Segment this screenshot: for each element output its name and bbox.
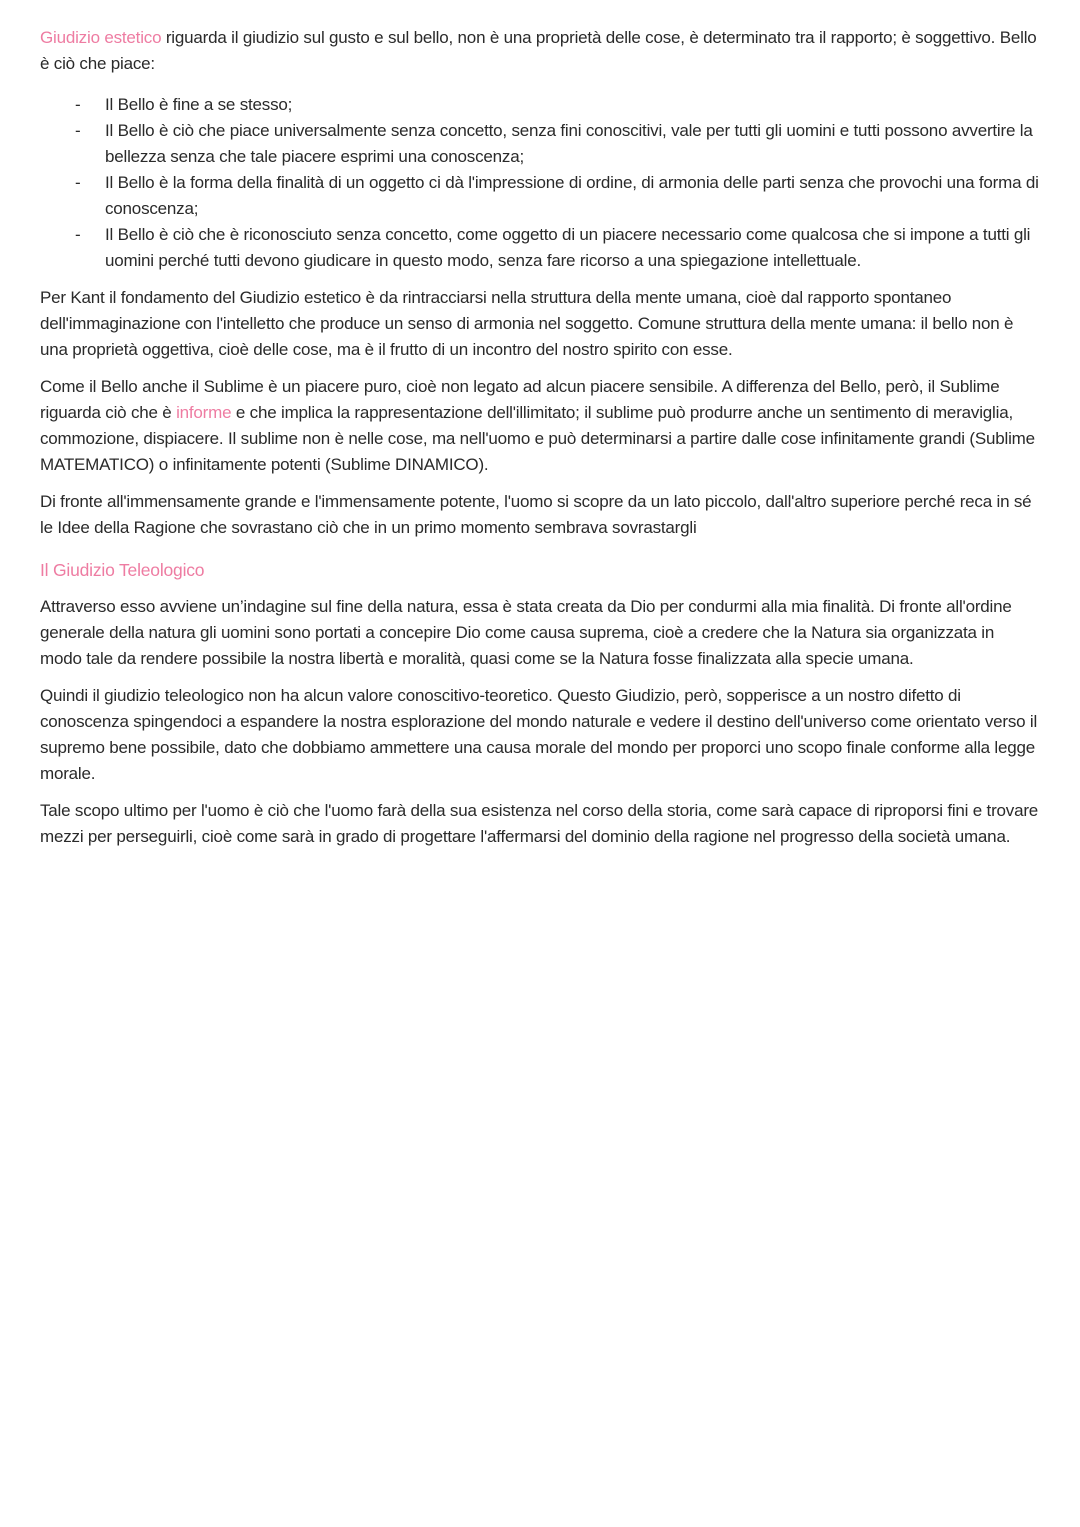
paragraph-quindi: Quindi il giudizio teleologico non ha alcun valore conoscitivo-teoretico. Questo Giudizio, però, sopperisce a un nostro difetto di conoscenza spingendoci a espandere la nostra esplorazione del mondo naturale e vedere il destino dell'universo come orientato verso il supremo bene possibile, dato che dobbiamo ammettere una causa morale del mondo per proporci uno scopo finale conforme alla legge morale. xyxy=(40,686,1038,783)
paragraph-tale-scopo: Tale scopo ultimo per l'uomo è ciò che l'uomo farà della sua esistenza nel corso della storia, come sarà capace di riproporsi fini e trovare mezzi per perseguirli, cioè come sarà in grado di progettare l'affermarsi del dominio della ragione nel progresso della società umana. xyxy=(40,801,1039,846)
list-item-text: Il Bello è ciò che è riconosciuto senza concetto, come oggetto di un piacere necessario come qualcosa che si impone a tutti gli uomini perché tutti devono giudicare in questo modo, senza fare ricorso a una spiegazione intellettuale. xyxy=(105,225,1031,270)
paragraph-attraverso: Attraverso esso avviene un’indagine sul fine della natura, essa è stata creata da Dio per condurmi alla mia finalità. Di fronte all'ordine generale della natura gli uomini sono portati a concepire Dio come causa suprema, cioè a credere che la Natura sia organizzata in modo tale da rendere possibile la nostra libertà e moralità, quasi come se la Natura fosse finalizzata alla specie umana. xyxy=(40,597,1012,668)
list-item-text: Il Bello è ciò che piace universalmente senza concetto, senza fini conoscitivi, vale per tutti gli uomini e tutti possono avvertire la bellezza senza che tale piacere esprimi una conoscenza; xyxy=(105,121,1033,166)
paragraph-text: Come il Bello anche il Sublime è un piacere puro, cioè non legato ad alcun piacere sensibile. A differenza del Bello, però, il Sublime riguarda ciò che è xyxy=(40,377,1000,422)
dash-bullet: - xyxy=(75,95,81,114)
dash-bullet: - xyxy=(75,121,81,140)
list-item xyxy=(75,170,1040,222)
highlighted-term-informe: informe xyxy=(176,403,232,422)
paragraph-text: riguarda il giudizio sul gusto e sul bello, non è una proprietà delle cose, è determinato tra il rapporto; è soggettivo. Bello è ciò che piace: xyxy=(40,28,1037,73)
paragraph-per-kant: Per Kant il fondamento del Giudizio estetico è da rintracciarsi nella struttura della mente umana, cioè dal rapporto spontaneo dell'immaginazione con l'intelletto che produce un senso di armonia nel soggetto. Comune struttura della mente umana: il bello non è una proprietà oggettiva, cioè delle cose, ma è il frutto di un incontro del nostro spirito con esse. xyxy=(40,288,1014,359)
paragraph-di-fronte: Di fronte all'immensamente grande e l'immensamente potente, l'uomo si scopre da un lato piccolo, dall'altro superiore perché reca in sé le Idee della Ragione che sovrastano ciò che in un primo momento sembrava sovrastargli xyxy=(40,492,1032,537)
section-heading-giudizio-teleologico: Il Giudizio Teleologico xyxy=(40,560,205,580)
dash-bullet: - xyxy=(75,173,81,192)
document-body xyxy=(40,25,1040,850)
paragraph-giudizio-estetico xyxy=(40,25,1040,77)
highlighted-term-giudizio-estetico: Giudizio estetico xyxy=(40,28,162,47)
list-item xyxy=(75,92,1040,118)
paragraph-text: e che implica la rappresentazione dell'illimitato; il sublime può produrre anche un sentimento di meraviglia, commozione, dispiacere. Il sublime non è nelle cose, ma nell'uomo e può determinarsi a partire dalle cose infinitamente grandi (Sublime MATEMATICO) o infinitamente potenti (Sublime DINAMICO). xyxy=(40,403,1035,474)
list-item xyxy=(75,118,1040,170)
list-item xyxy=(75,222,1040,274)
list-item-text: Il Bello è la forma della finalità di un oggetto ci dà l'impressione di ordine, di armonia delle parti senza che provochi una forma di conoscenza; xyxy=(105,173,1039,218)
list-item-text: Il Bello è fine a se stesso; xyxy=(105,95,293,114)
dash-bullet: - xyxy=(75,225,81,244)
paragraph-sublime xyxy=(40,374,1040,478)
bello-definitions-list xyxy=(75,92,1040,274)
